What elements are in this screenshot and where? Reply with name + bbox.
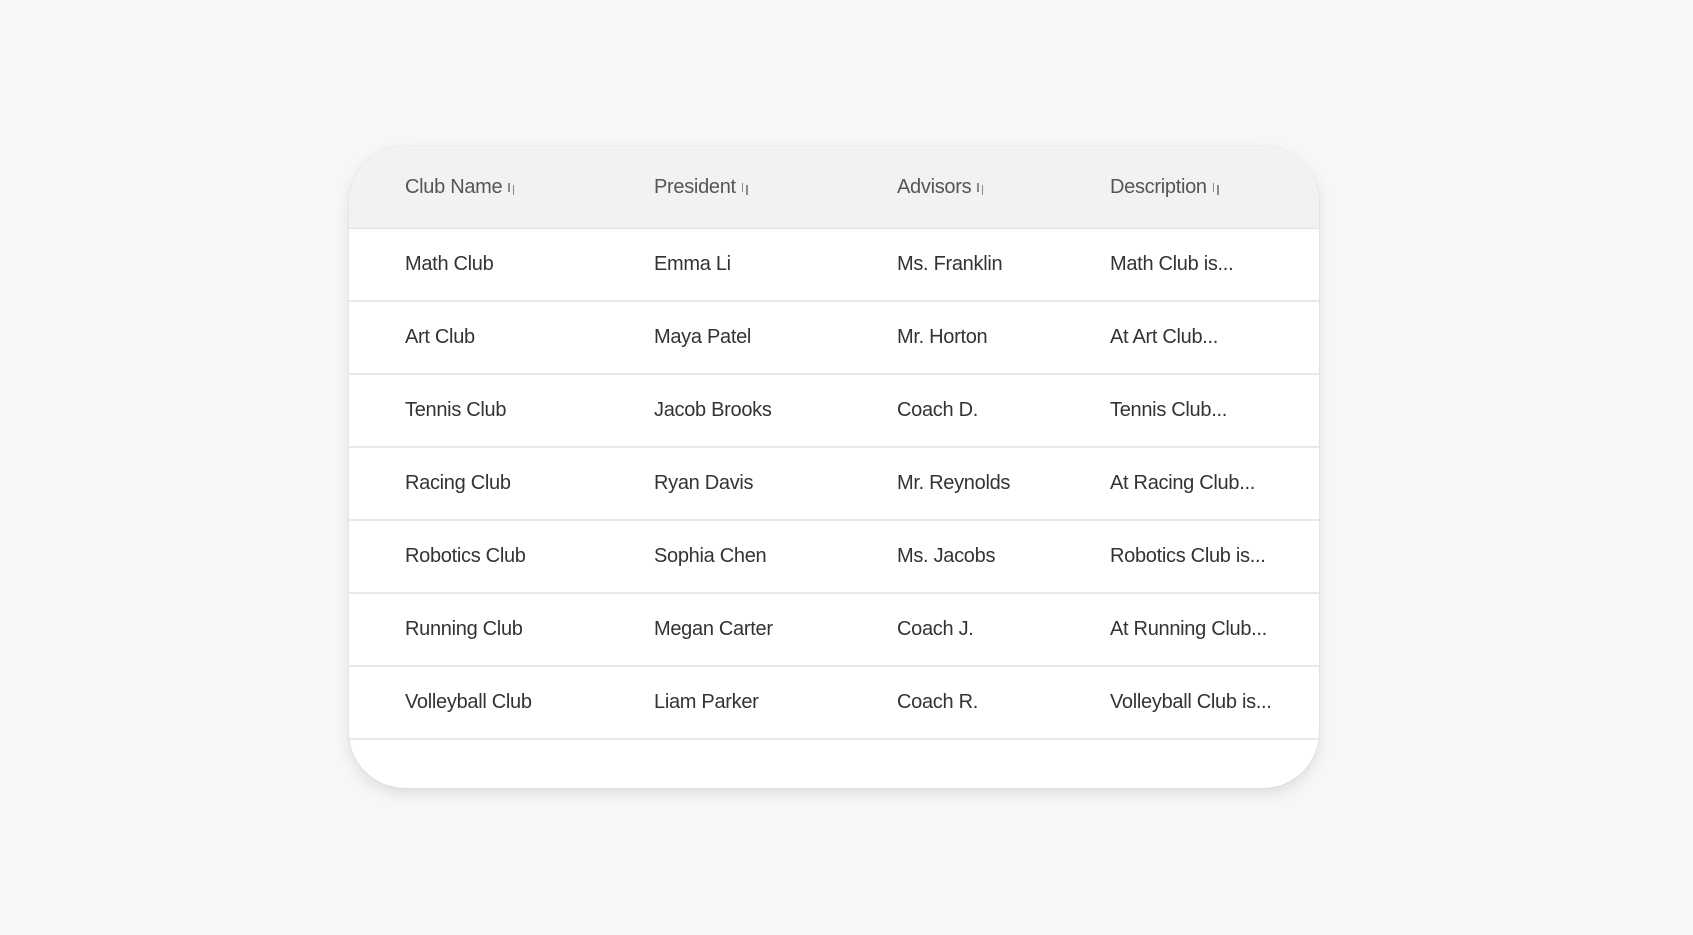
cell-description: At Art Club...: [1110, 326, 1219, 348]
cell-description: At Running Club...: [1110, 618, 1267, 640]
table-row[interactable]: [349, 229, 1319, 302]
sort-arrows-icon[interactable]: [742, 183, 748, 195]
table-row[interactable]: [349, 302, 1319, 375]
column-header-club-name[interactable]: [405, 146, 514, 228]
table-row[interactable]: [349, 594, 1319, 667]
cell-advisors: Mr. Horton: [897, 326, 988, 348]
cell-president: Jacob Brooks: [654, 399, 772, 421]
cell-description: Robotics Club is...: [1110, 545, 1266, 567]
cell-president: Sophia Chen: [654, 545, 767, 567]
cell-club-name: Racing Club: [405, 472, 511, 494]
table-row[interactable]: [349, 521, 1319, 594]
cell-club-name: Art Club: [405, 326, 475, 348]
cell-club-name: Math Club: [405, 253, 494, 275]
cell-president: Ryan Davis: [654, 472, 754, 494]
table-row[interactable]: [349, 667, 1319, 740]
cell-president: Megan Carter: [654, 618, 773, 640]
column-header-description[interactable]: [1110, 146, 1219, 228]
sort-arrows-icon[interactable]: [977, 183, 983, 195]
cell-club-name: Robotics Club: [405, 545, 526, 567]
cell-club-name: Tennis Club: [405, 399, 507, 421]
cell-description: At Racing Club...: [1110, 472, 1255, 494]
column-header-label: President: [654, 175, 736, 198]
table-row[interactable]: [349, 448, 1319, 521]
cell-description: Tennis Club...: [1110, 399, 1227, 421]
cell-advisors: Coach D.: [897, 399, 978, 421]
clubs-table-card: [349, 146, 1319, 788]
column-header-label: Description: [1110, 175, 1207, 198]
sort-arrows-icon[interactable]: [508, 183, 514, 195]
cell-description: Volleyball Club is...: [1110, 691, 1272, 713]
cell-advisors: Ms. Franklin: [897, 253, 1003, 275]
cell-advisors: Coach R.: [897, 691, 978, 713]
table-header: [349, 146, 1319, 229]
cell-advisors: Coach J.: [897, 618, 974, 640]
sort-arrows-icon[interactable]: [1213, 183, 1219, 195]
cell-club-name: Volleyball Club: [405, 691, 532, 713]
cell-president: Liam Parker: [654, 691, 759, 713]
cell-club-name: Running Club: [405, 618, 523, 640]
cell-description: Math Club is...: [1110, 253, 1234, 275]
column-header-label: Club Name: [405, 175, 503, 198]
cell-advisors: Ms. Jacobs: [897, 545, 996, 567]
cell-president: Emma Li: [654, 253, 731, 275]
column-header-label: Advisors: [897, 175, 972, 198]
column-header-advisors[interactable]: [897, 146, 983, 228]
table-row[interactable]: [349, 375, 1319, 448]
column-header-president[interactable]: [654, 146, 748, 228]
cell-president: Maya Patel: [654, 326, 752, 348]
cell-advisors: Mr. Reynolds: [897, 472, 1011, 494]
